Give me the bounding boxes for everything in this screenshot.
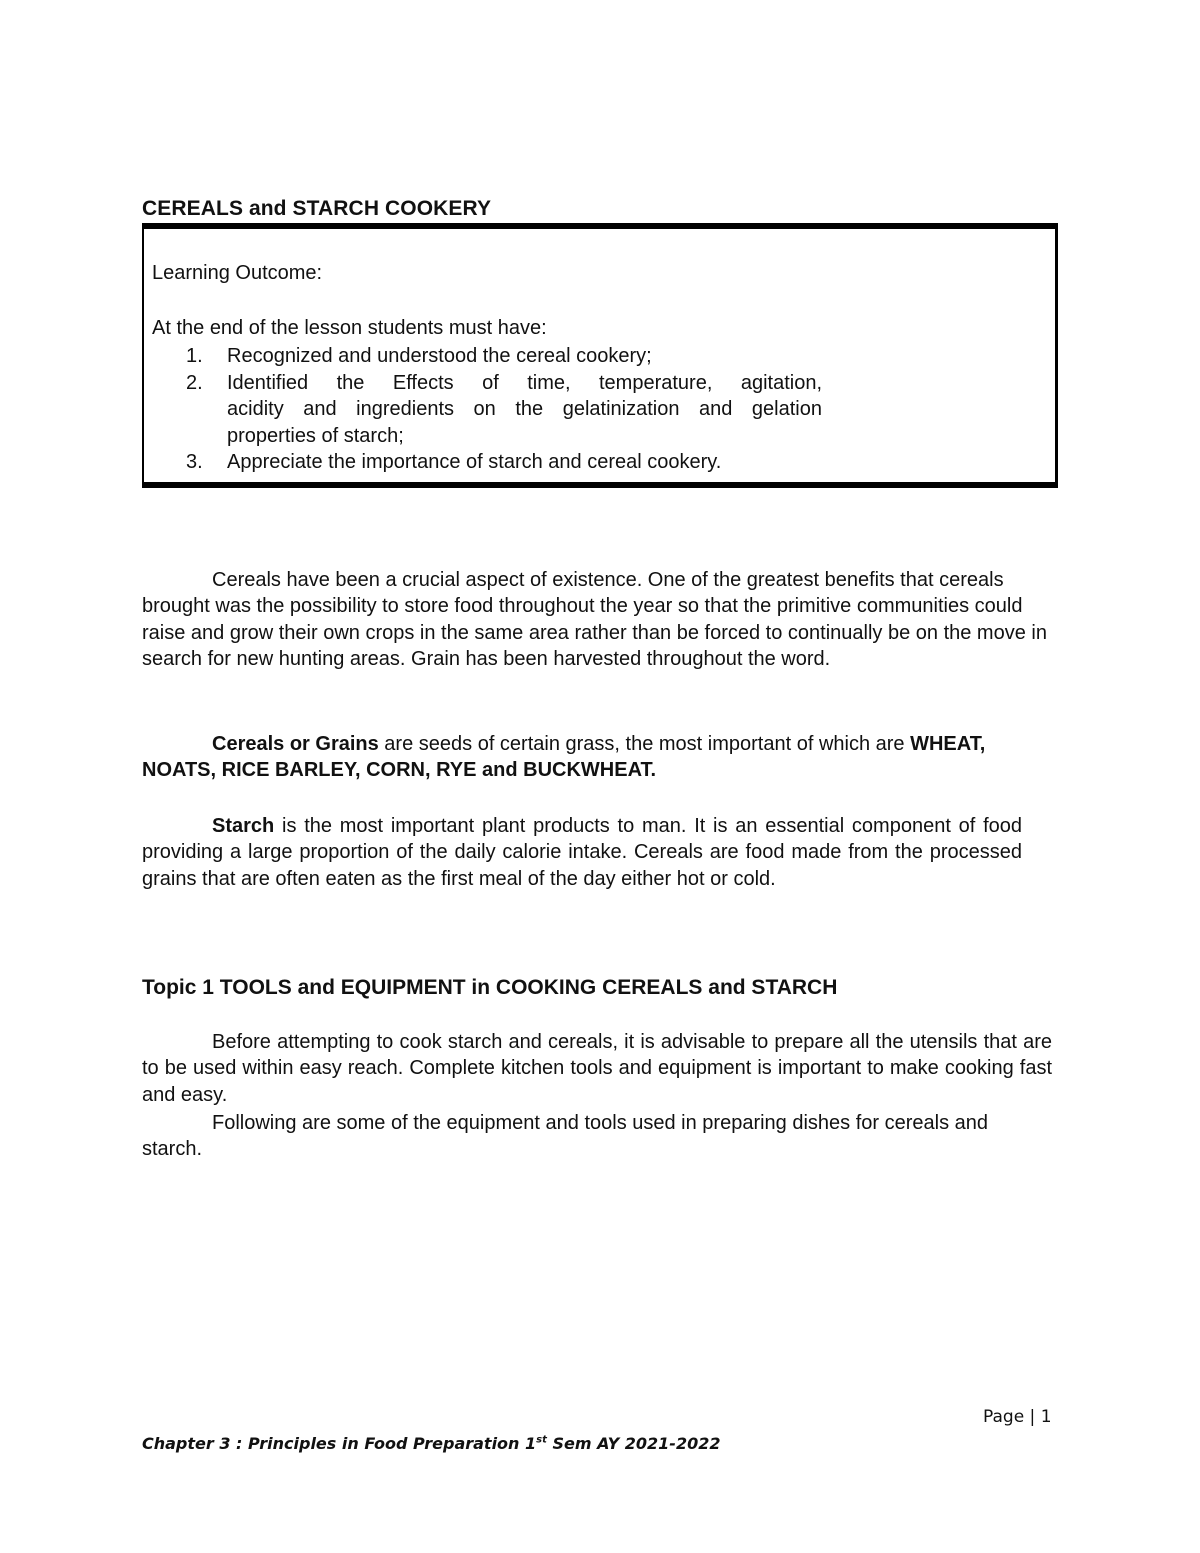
learning-outcome-list <box>182 343 822 476</box>
list-item <box>182 343 822 370</box>
cereals-definition-text: are seeds of certain grass, the most important of which are <box>378 733 911 755</box>
list-item-text: acidity and ingredients on the gelatinization and gelation <box>227 398 822 420</box>
cereals-definition-paragraph <box>142 731 1022 784</box>
intro-paragraph-text: Cereals have been a crucial aspect of existence. One of the greatest benefits that cereals brought was the possibility to store food throughout the year so that the primitive communities could raise and grow their own crops in the same area rather than be forced to continually be on the move in search for new hunting areas. Grain has been harvested throughout the word. <box>142 569 1047 671</box>
footer-text: Chapter 3 : Principles in Food Preparation 1 <box>142 1434 537 1453</box>
intro-paragraph <box>142 567 1052 673</box>
list-item-text: Recognized and understood the cereal cookery; <box>227 345 652 367</box>
learning-outcome-intro: At the end of the lesson students must have: <box>152 317 547 339</box>
learning-outcome-box <box>142 223 1058 488</box>
starch-definition-text: is the most important plant products to man. It is an essential component of food providing a large proportion of the daily calorie intake. Cereals are food made from the processed grains that are often eaten as the first meal of the day either hot or cold. <box>142 815 1022 890</box>
topic-paragraph <box>142 1029 1052 1108</box>
topic-paragraph-text: Before attempting to cook starch and cereals, it is advisable to prepare all the utensils that are to be used within easy reach. Complete kitchen tools and equipment is important to make cooking fast and easy. <box>142 1031 1052 1106</box>
list-item-text: Identified the Effects of time, temperature, agitation, <box>227 371 822 394</box>
list-item <box>182 370 822 450</box>
starch-term: Starch <box>212 815 275 837</box>
topic-paragraph-2 <box>142 1110 1022 1163</box>
grain-list: WHEAT, NOATS, RICE BARLEY, CORN, RYE and BUCKWHEAT. <box>142 733 986 782</box>
cereals-term: Cereals or Grains <box>212 733 379 755</box>
starch-definition-paragraph <box>142 813 1022 892</box>
footer-superscript: st <box>536 1434 547 1446</box>
list-item-text: properties of starch; <box>227 424 404 447</box>
list-item-number: 2. <box>186 371 203 394</box>
list-item <box>182 449 822 476</box>
page-number: Page | 1 <box>983 1407 1052 1427</box>
list-item-number: 3. <box>186 451 203 473</box>
footer-text-end: Sem AY 2021-2022 <box>546 1434 721 1453</box>
topic-heading: Topic 1 TOOLS and EQUIPMENT in COOKING CEREALS and STARCH <box>142 976 838 999</box>
document-title: CEREALS and STARCH COOKERY <box>142 197 492 220</box>
learning-outcome-heading: Learning Outcome: <box>152 262 323 284</box>
footer <box>142 1434 720 1453</box>
list-item-text: Appreciate the importance of starch and cereal cookery. <box>227 451 722 473</box>
list-item-number: 1. <box>186 345 203 367</box>
topic-paragraph-2-text: Following are some of the equipment and tools used in preparing dishes for cereals and starch. <box>142 1112 989 1161</box>
